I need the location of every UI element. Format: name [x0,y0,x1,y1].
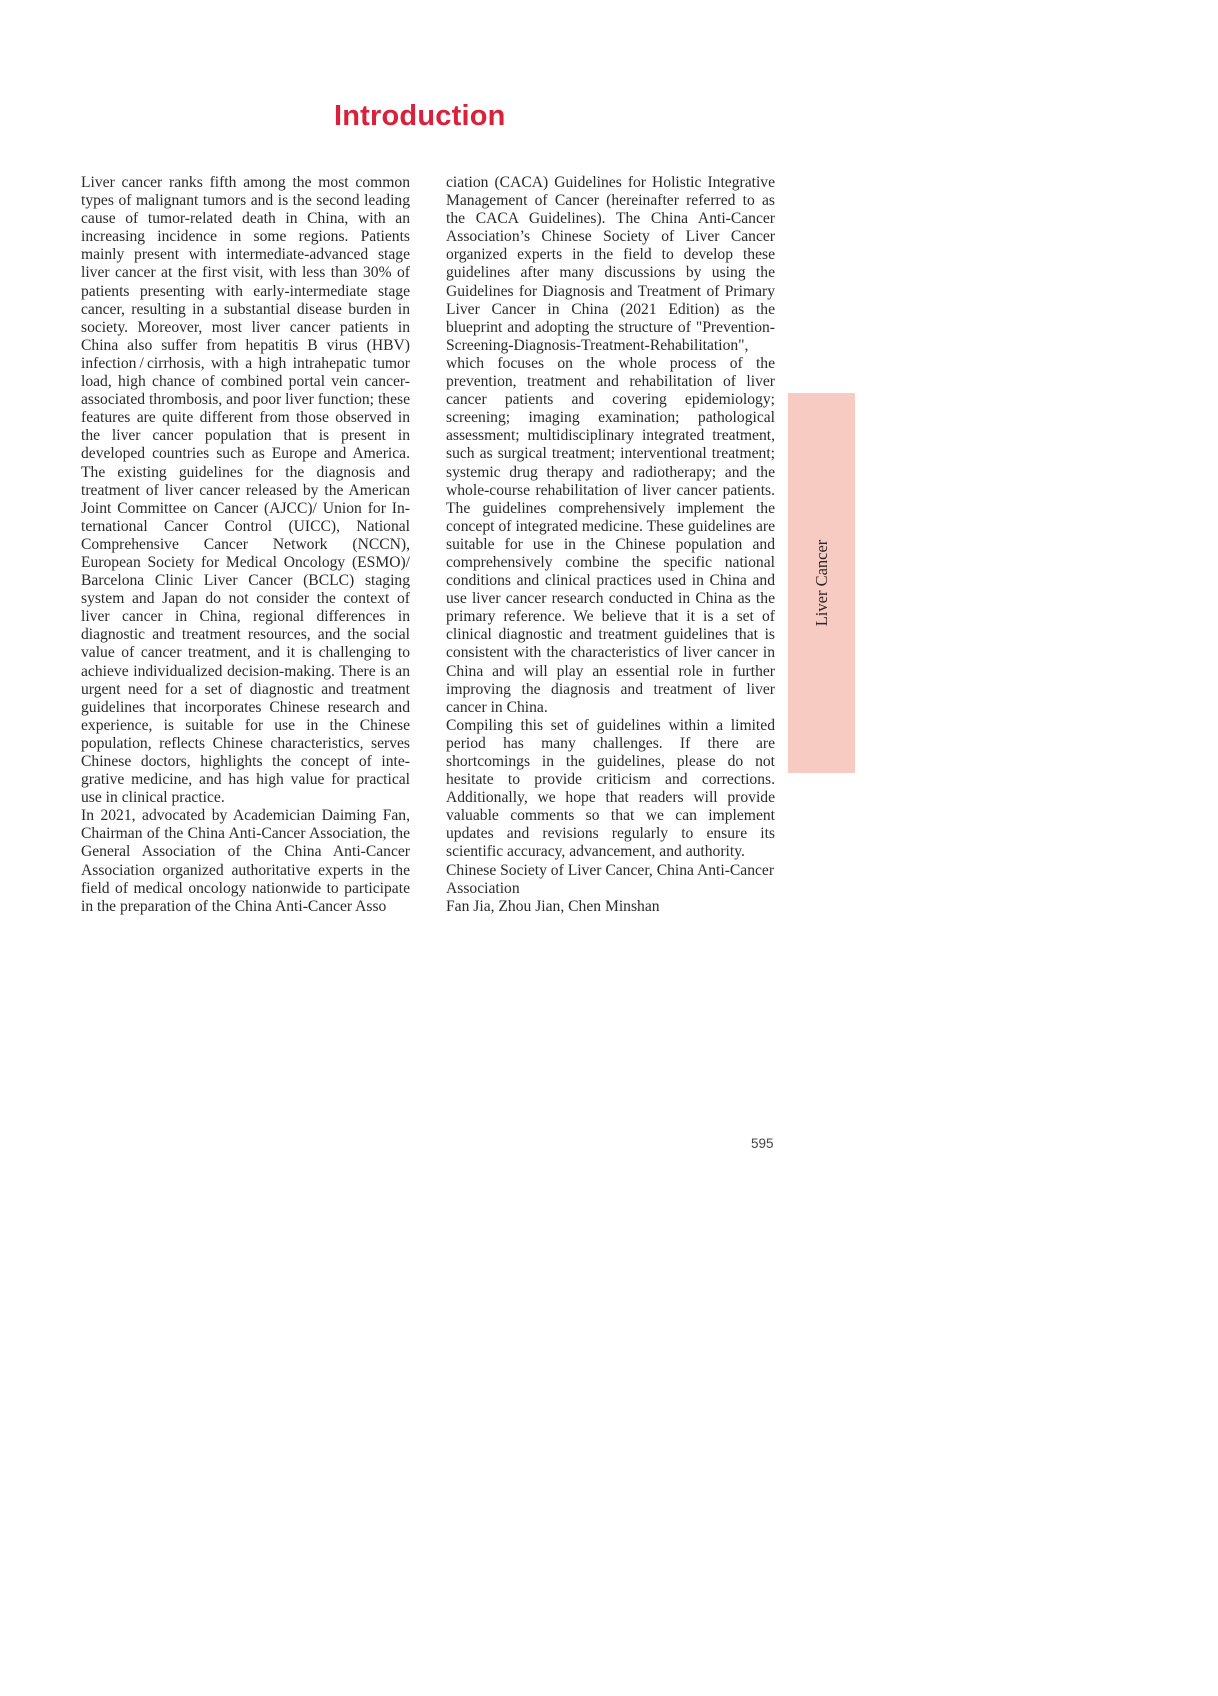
signature-organization: Chinese Society of Liver Cancer, China Anti-Cancer Association [446,861,775,897]
paragraph-intro-burden: Liver cancer ranks fifth among the most common types of malignant tumors and is the second leading cause of tumor-related death in China, with an increasing incidence in some regions. Patients mainly present with intermediate-advanced stage liver cancer at the first visit, with less than 30% of patients presenting with early-intermediate stage cancer, resulting in a substantial disease burden in society. Moreover, most liver cancer patients in China also suffer from hepatitis B virus (HBV) infection / cirrhosis, with a high intrahepatic tumor load, high chance of combined portal vein cancer-associated thrombosis, and poor liver function; these features are quite different from those observed in the liver cancer population that is present in developed countries such as Europe and America. The existing guidelines for the diagnosis and treatment of liver cancer released by the American Joint Committee on Cancer (AJCC)/ Union for International Cancer Control (UICC), National Comprehensive Cancer Network (NCCN), European Society for Medical Oncology (ESMO)/ Barcelona Clinic Liver Cancer (BCLC) staging system and Japan do not consider the context of liver cancer in China, regional differences in diagnostic and treatment resources, and the social value of cancer treatment, and it is challenging to achieve individualized decision-making. There is an urgent need for a set of diagnostic and treatment guidelines that incorporates Chinese research and experience, is suitable for use in the Chinese population, reflects Chinese characteristics, serves Chinese doctors, highlights the concept of integrative medicine, and has high value for practical use in clinical practice. [81,174,410,807]
text-column-right [446,174,775,916]
text-column-left [81,174,410,916]
page-title: Introduction [334,100,506,132]
chapter-side-tab [788,393,855,773]
paragraph-guidelines-scope: ciation (CACA) Guidelines for Holistic Integrative Management of Cancer (hereinafter referred to as the CACA Guidelines). The China Anti-Cancer Association’s Chinese Society of Liver Cancer organized experts in the field to develop these guidelines after many discussions by using the Guidelines for Diagnosis and Treatment of Primary Liver Cancer in China (2021 Edition) as the blueprint and adopting the structure of "Prevention-Screening-Diagnosis-Treatment-Rehabilitation", which focuses on the whole process of the prevention, treatment and rehabilitation of liver cancer patients and covering epidemiology; screening; imaging examination; pathological assessment; multidisciplinary integrated treatment, such as surgical treatment; interventional treatment; systemic drug therapy and radiotherapy; and the whole-course rehabilitation of liver cancer patients. The guidelines comprehensively implement the concept of integrated medicine. These guidelines are suitable for use in the Chinese population and comprehensively combine the specific national conditions and clinical practices used in China and use liver cancer research conducted in China as the primary reference. We believe that it is a set of clinical diagnostic and treatment guidelines that is consistent with the characteristics of liver cancer in China and will play an essential role in further improving the diagnosis and treatment of liver cancer in China. [446,174,775,716]
chapter-side-tab-label: Liver Cancer [811,539,831,627]
page-number: 595 [751,1136,774,1151]
paragraph-caca-history: In 2021, advocated by Academician Daiming Fan, Chairman of the China Anti-Cancer Association, the General Association of the China Anti-Cancer Association organized authoritative experts in the field of medical oncology nationwide to participate in the preparation of the China Anti-Cancer Asso [81,807,410,915]
signature-authors: Fan Jia, Zhou Jian, Chen Minshan [446,897,660,915]
paragraph-feedback-request: Compiling this set of guidelines within a limited period has many challenges. If there are shortcomings in the guidelines, please do not hesitate to provide criticism and corrections. Additionally, we hope that readers will provide valuable comments so that we can implement updates and revisions regularly to ensure its scientific accuracy, advancement, and authority. [446,716,775,861]
